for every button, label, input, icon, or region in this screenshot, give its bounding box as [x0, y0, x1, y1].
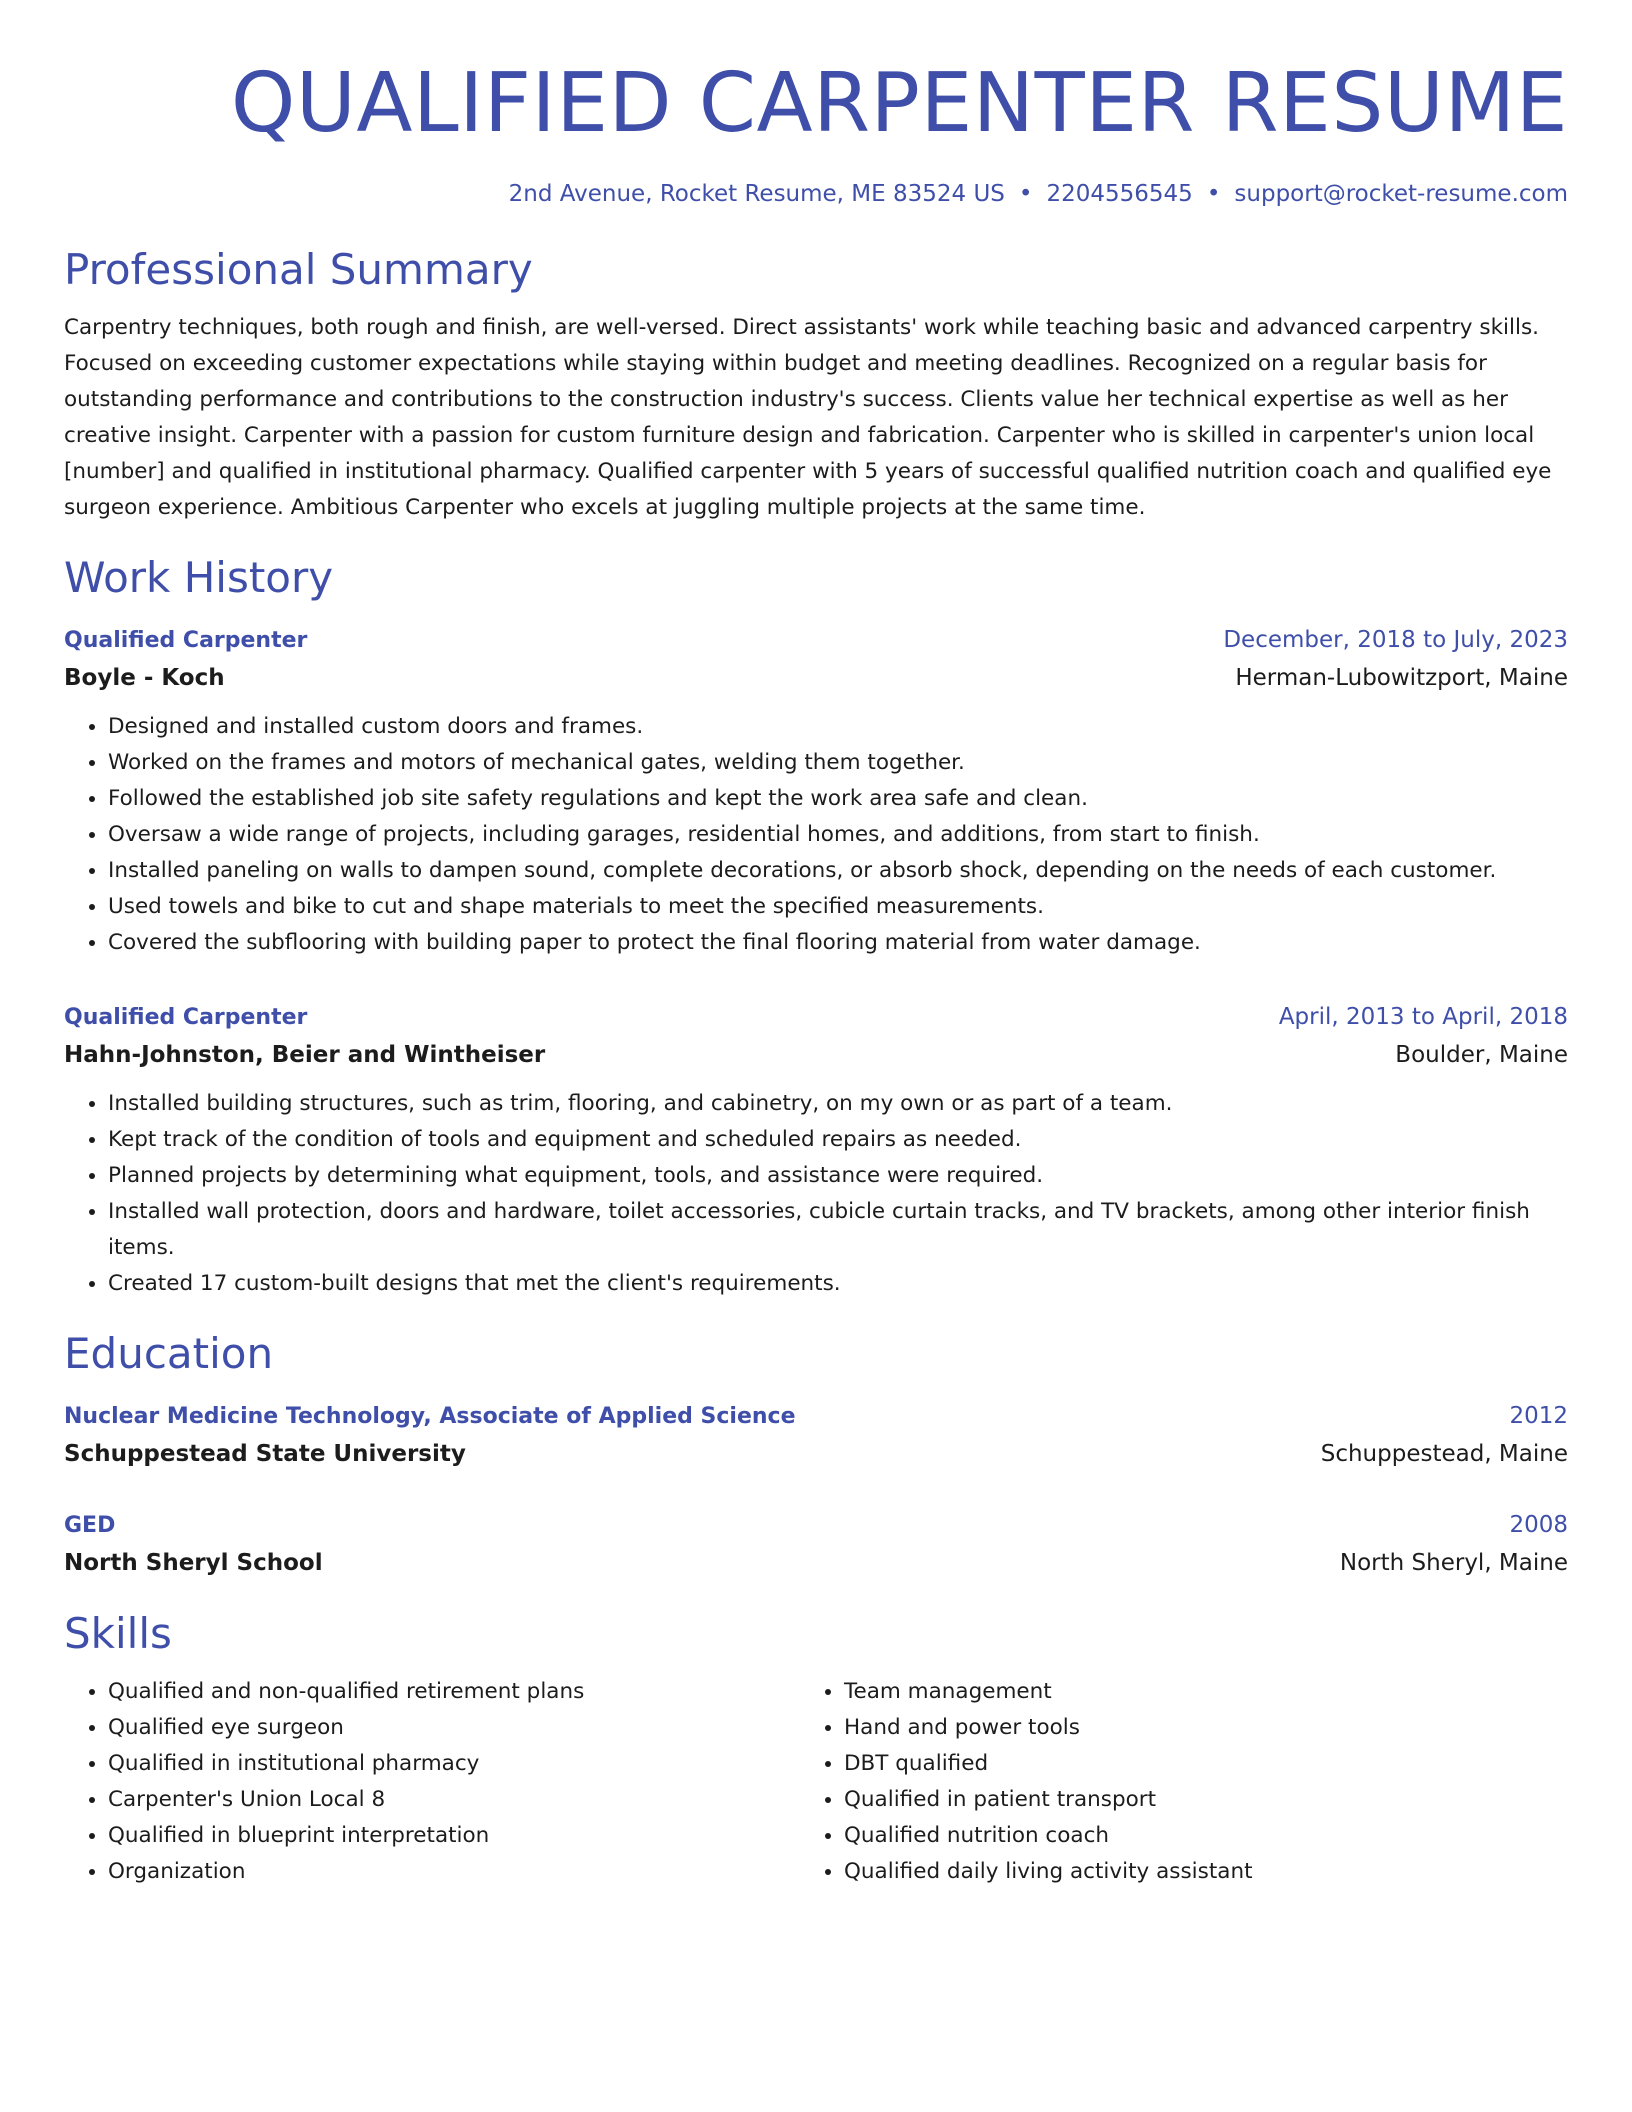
skill-item: • Qualified in institutional pharmacy [108, 1746, 800, 1782]
summary-text: Carpentry techniques, both rough and finish, are well-versed. Direct assistants' work while teaching basic and advanced carpentry skills. Focused on exceeding customer expectations while staying within budget and meeting deadlines. Recognized on a regular basis for outstanding performance and contributions to the construction industry's success. Clients value her technical expertise as well as her creative insight. Carpenter with a passion for custom furniture design and fabrication. Carpenter who is skilled in carpenter's union local [number] and qualified in institutional pharmacy. Qualified carpenter with 5 years of successful qualified nutrition coach and qualified eye surgeon experience. Ambitious Carpenter who excels at juggling multiple projects at the same time. [64, 315, 1552, 520]
job-entry [64, 999, 1568, 1302]
skills-column-left [64, 1674, 800, 1890]
summary-heading: Professional Summary [64, 245, 533, 294]
job-bullet: • Designed and installed custom doors and frames. [108, 709, 1568, 745]
education-year: 2012 [1509, 1403, 1568, 1429]
skill-item: • Qualified in patient transport [844, 1782, 1536, 1818]
skill-item: • Qualified nutrition coach [844, 1818, 1536, 1854]
job-bullet: • Covered the subflooring with building paper to protect the final flooring material from water damage. [108, 925, 1568, 961]
contact-email: support@rocket-resume.com [1234, 181, 1568, 207]
job-bullet: • Kept track of the condition of tools and equipment and scheduled repairs as needed. [108, 1122, 1568, 1158]
job-subheader [64, 659, 1568, 697]
education-header [64, 1398, 1568, 1435]
education-header [64, 1507, 1568, 1544]
skill-item: • Carpenter's Union Local 8 [108, 1782, 800, 1818]
skill-item: • Qualified and non-qualified retirement plans [108, 1674, 800, 1710]
education-school: North Sheryl School [64, 1550, 323, 1576]
contact-address: 2nd Avenue, Rocket Resume, ME 83524 US [508, 181, 1005, 207]
job-bullet: • Worked on the frames and motors of mechanical gates, welding them together. [108, 745, 1568, 781]
job-bullet: • Oversaw a wide range of projects, including garages, residential homes, and additions, from start to finish. [108, 817, 1568, 853]
skill-item: • Organization [108, 1854, 800, 1890]
job-location: Boulder, Maine [1395, 1042, 1568, 1068]
job-bullet: • Created 17 custom-built designs that met the client's requirements. [108, 1266, 1568, 1302]
job-bullet: • Installed paneling on walls to dampen sound, complete decorations, or absorb shock, depending on the needs of each customer. [108, 853, 1568, 889]
skill-item: • Team management [844, 1674, 1536, 1710]
job-subheader [64, 1036, 1568, 1074]
skills-column-right [800, 1674, 1536, 1890]
contact-separator: • [1018, 181, 1033, 207]
education-location: Schuppestead, Maine [1320, 1441, 1568, 1467]
education-entry [64, 1507, 1568, 1582]
education-subheader [64, 1544, 1568, 1582]
education-heading: Education [64, 1329, 274, 1378]
job-bullets [64, 709, 1568, 961]
job-header [64, 999, 1568, 1036]
skill-item: • DBT qualified [844, 1746, 1536, 1782]
job-entry [64, 622, 1568, 961]
skill-item: • Hand and power tools [844, 1710, 1536, 1746]
job-bullets [64, 1086, 1568, 1302]
skills-heading: Skills [64, 1609, 172, 1658]
job-company: Hahn-Johnston, Beier and Wintheiser [64, 1042, 546, 1068]
skills-list [64, 1674, 1568, 1890]
skill-item: • Qualified eye surgeon [108, 1710, 800, 1746]
job-bullet: • Installed wall protection, doors and hardware, toilet accessories, cubicle curtain tracks, and TV brackets, among other interior finish items. [108, 1194, 1568, 1266]
job-role: Qualified Carpenter [64, 628, 308, 653]
education-degree: GED [64, 1513, 116, 1538]
job-bullet: • Followed the established job site safety regulations and kept the work area safe and clean. [108, 781, 1568, 817]
skill-item: • Qualified daily living activity assistant [844, 1854, 1536, 1890]
education-degree: Nuclear Medicine Technology, Associate of Applied Science [64, 1404, 796, 1429]
job-dates: April, 2013 to April, 2018 [1278, 1004, 1568, 1030]
job-header [64, 622, 1568, 659]
education-subheader [64, 1435, 1568, 1473]
education-location: North Sheryl, Maine [1339, 1550, 1568, 1576]
education-year: 2008 [1509, 1512, 1568, 1538]
job-dates: December, 2018 to July, 2023 [1223, 627, 1568, 653]
resume-title: QUALIFIED CARPENTER RESUME [230, 56, 1568, 151]
job-location: Herman-Lubowitzport, Maine [1235, 665, 1568, 691]
job-bullet: • Installed building structures, such as trim, flooring, and cabinetry, on my own or as part of a team. [108, 1086, 1568, 1122]
work-history-heading: Work History [64, 553, 334, 602]
job-company: Boyle - Koch [64, 665, 225, 691]
job-bullet: • Planned projects by determining what equipment, tools, and assistance were required. [108, 1158, 1568, 1194]
contact-line [64, 178, 1568, 210]
contact-separator: • [1206, 181, 1221, 207]
skill-item: • Qualified in blueprint interpretation [108, 1818, 800, 1854]
education-school: Schuppestead State University [64, 1441, 466, 1467]
job-role: Qualified Carpenter [64, 1005, 308, 1030]
contact-phone: 2204556545 [1046, 181, 1193, 207]
job-bullet: • Used towels and bike to cut and shape materials to meet the specified measurements. [108, 889, 1568, 925]
education-entry [64, 1398, 1568, 1473]
